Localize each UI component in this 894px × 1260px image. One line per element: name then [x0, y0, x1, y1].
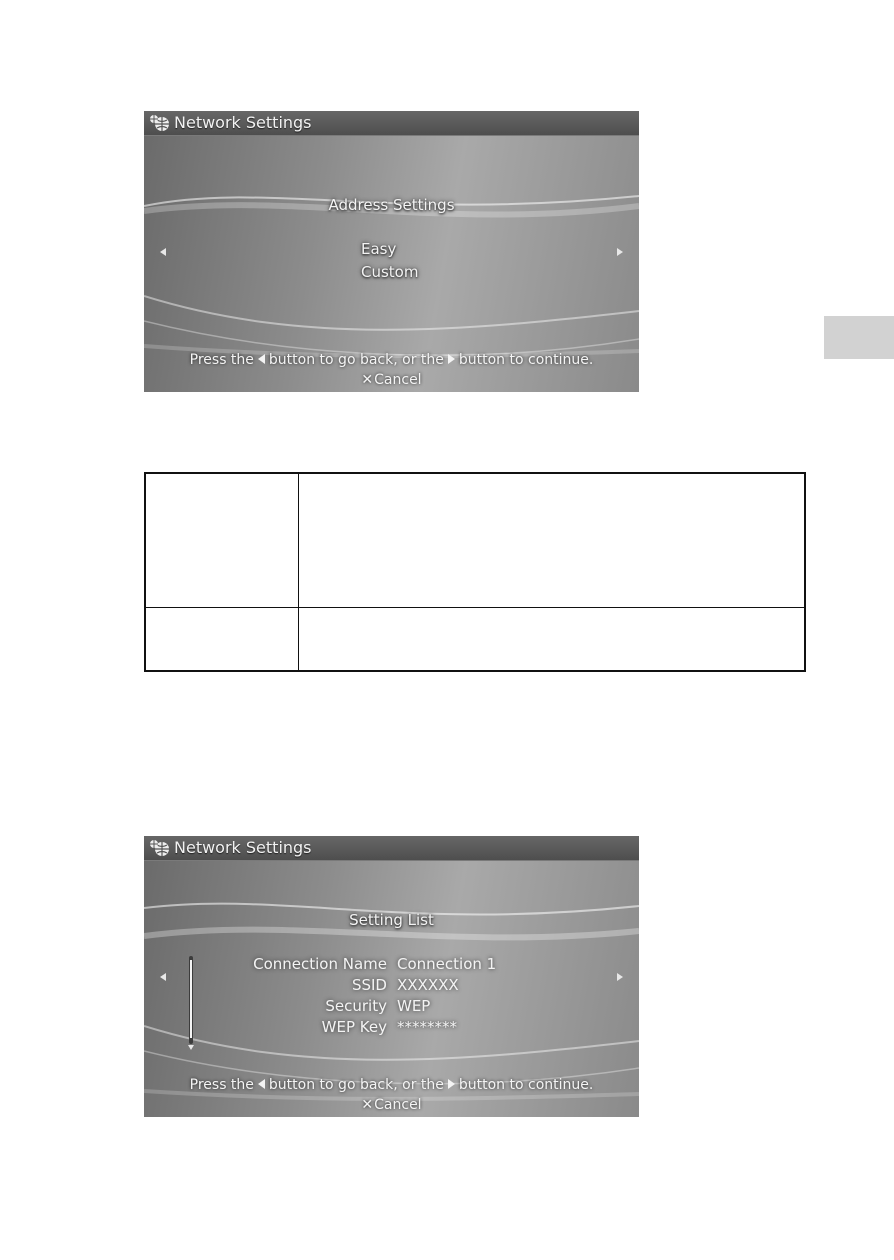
background-waves — [144, 836, 639, 1117]
left-button-icon — [258, 1079, 265, 1089]
left-button-icon — [258, 354, 265, 364]
option-custom[interactable]: Custom — [361, 263, 419, 281]
setting-value: WEP — [397, 997, 431, 1015]
scrollbar[interactable] — [188, 956, 194, 1051]
title-bar — [144, 111, 639, 136]
arrow-left-icon[interactable] — [160, 248, 166, 256]
setting-list-screen — [144, 836, 639, 1117]
section-side-tab — [824, 316, 894, 359]
screen-title: Network Settings — [174, 838, 312, 857]
network-globe-icon — [148, 838, 170, 858]
title-bar — [144, 836, 639, 861]
cancel-label: Cancel — [374, 1097, 422, 1113]
setting-label: Connection Name — [253, 955, 387, 973]
setting-label: Security — [325, 997, 387, 1015]
setting-value: XXXXXX — [397, 976, 459, 994]
arrow-right-icon[interactable] — [617, 248, 623, 256]
setting-label: SSID — [351, 976, 387, 994]
description-table — [144, 472, 806, 672]
footer-text-1: Press the — [189, 352, 254, 368]
cancel-button[interactable] — [144, 372, 639, 388]
footer-text-2: button to go back, or the — [268, 1077, 444, 1093]
setting-label: WEP Key — [321, 1018, 387, 1036]
cancel-label: Cancel — [374, 372, 422, 388]
right-button-icon — [448, 1079, 455, 1089]
cancel-button[interactable] — [144, 1097, 639, 1113]
setting-value: ******** — [397, 1018, 457, 1036]
address-settings-heading: Address Settings — [328, 196, 455, 214]
right-button-icon — [448, 354, 455, 364]
cross-icon: ✕ — [361, 372, 374, 388]
footer-text-2: button to go back, or the — [268, 352, 444, 368]
arrow-right-icon[interactable] — [617, 973, 623, 981]
footer-text-1: Press the — [189, 1077, 254, 1093]
footer-text-3: button to continue. — [458, 352, 594, 368]
setting-value: Connection 1 — [397, 955, 497, 973]
address-settings-screen — [144, 111, 639, 392]
setting-list-heading: Setting List — [349, 911, 434, 929]
footer-instructions — [144, 352, 639, 368]
footer-instructions — [144, 1077, 639, 1093]
option-easy[interactable]: Easy — [361, 240, 397, 258]
arrow-left-icon[interactable] — [160, 973, 166, 981]
network-globe-icon — [148, 113, 170, 133]
table-row-divider — [146, 607, 804, 608]
table-column-divider — [298, 474, 299, 670]
screen-title: Network Settings — [174, 113, 312, 132]
cross-icon: ✕ — [361, 1097, 374, 1113]
footer-text-3: button to continue. — [458, 1077, 594, 1093]
